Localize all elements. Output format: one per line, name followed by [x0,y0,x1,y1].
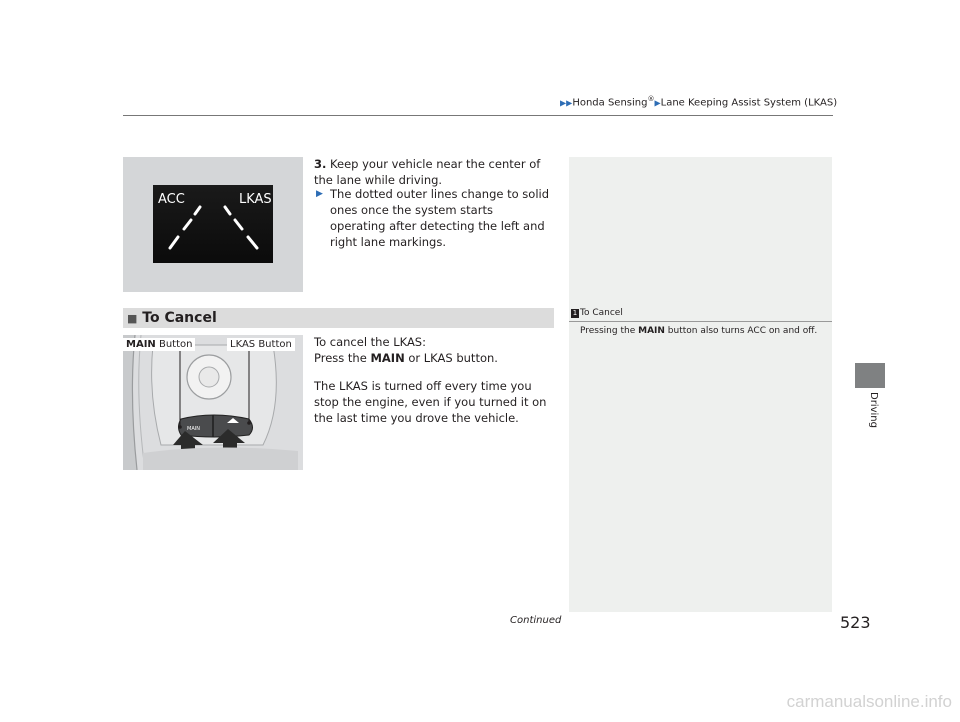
body-line: Press the [314,351,371,365]
note-title: To Cancel [580,308,623,318]
main-button-face: MAIN [187,426,200,432]
body-paragraph: The LKAS is turned off every time you stop the engine, even if you turned it on the last time you drove the vehicle. [314,379,547,425]
body-bold: MAIN [370,351,405,365]
step-text: Keep your vehicle near the center of the lane while driving. [314,157,541,187]
section-title: To Cancel [142,310,217,326]
triangle-icon: ▶ [654,98,661,108]
section-heading [123,308,554,328]
arrow-icon: ▶ [316,189,323,199]
square-bullet-icon: ■ [127,312,138,325]
continued-label: Continued [510,615,562,626]
watermark: carmanualsonline.info [786,692,952,711]
step-3-result [316,186,550,250]
breadcrumb [560,95,837,108]
result-text: The dotted outer lines change to solid ones once the system starts operating after detecting the left and right lane markings. [330,187,550,249]
note-icon: 1 [572,309,578,317]
label-text: Button [155,339,193,350]
breadcrumb-item: Honda Sensing [572,97,648,109]
lane-lines-graphic [153,185,273,263]
triangle-icon: ▶▶ [560,98,573,108]
body-line: or LKAS button. [404,351,498,365]
chapter-tab [855,363,885,388]
page-number: 523 [840,613,871,632]
lkas-display-figure [123,157,303,292]
acc-label: ACC [158,192,185,207]
note-text-bold: MAIN [638,326,665,336]
step-number: 3. [314,157,327,171]
lkas-label: LKAS [239,192,272,207]
chapter-tab-label: Driving [868,392,879,428]
header-rule [123,115,833,116]
breadcrumb-item: Lane Keeping Assist System (LKAS) [660,97,838,109]
lkas-button-label: LKAS Button [227,338,295,351]
note-text: Pressing the [580,326,639,336]
note-text: button also turns ACC on and off. [664,326,818,336]
notes-panel [569,157,832,612]
body-paragraph [314,334,559,366]
note-heading [569,308,832,322]
main-button-label [123,338,195,351]
step-3 [314,156,554,188]
steering-wheel-illustration [123,335,303,470]
body-line: To cancel the LKAS: [314,335,426,349]
registered-mark: ® [647,95,655,103]
buttons-figure [123,335,303,470]
dotted-lane-lines [170,207,257,248]
label-bold: MAIN [126,339,156,350]
note-body [580,326,830,336]
instrument-display [153,185,273,263]
